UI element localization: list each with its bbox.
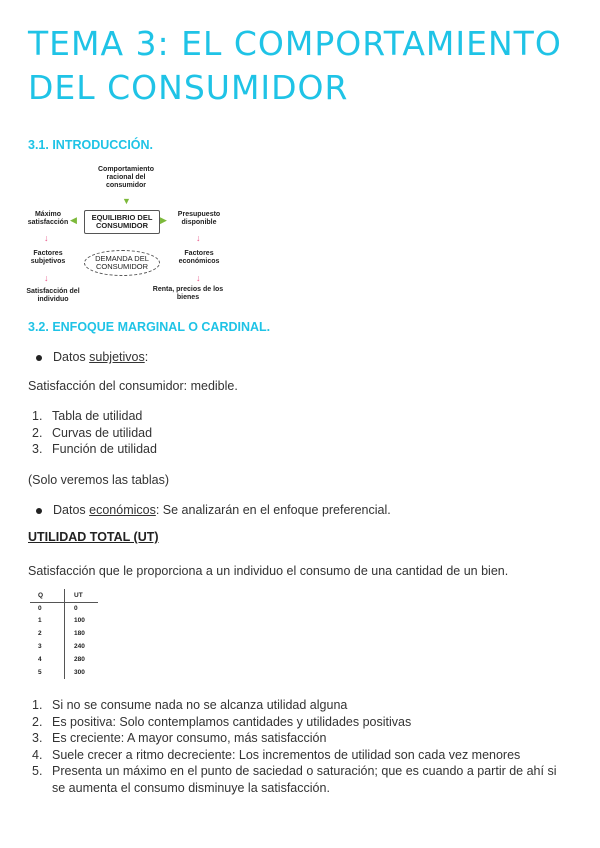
- pink-arrow-down-icon: ↓: [196, 233, 201, 243]
- table-header-ut: UT: [74, 591, 83, 599]
- diagram-left1: Máximo satisfacción: [27, 211, 69, 226]
- list-item: 1. Tabla de utilidad: [32, 409, 143, 423]
- paragraph-note: (Solo veremos las tablas): [28, 473, 170, 487]
- bullet-suffix: : Se analizarán en el enfoque preferencial.: [155, 503, 391, 517]
- green-arrow-right-icon: ▶: [160, 215, 167, 225]
- table-row: 2 180: [38, 630, 85, 638]
- bullet-suffix: :: [144, 350, 149, 364]
- diagram-right2: Factores económicos: [178, 250, 220, 265]
- ut-heading: UTILIDAD TOTAL (UT): [28, 530, 159, 544]
- table-row: 5 300: [38, 668, 85, 676]
- list-item: 3. Es creciente: A mayor consumo, más satisfacción: [32, 731, 327, 745]
- table-header-q: Q: [38, 591, 44, 599]
- ut-definition: Satisfacción que le proporciona a un individuo el consumo de una cantidad de un bien.: [28, 564, 509, 578]
- bullet-dot-icon: [36, 355, 42, 361]
- table-row: 3 240: [38, 643, 85, 651]
- page-title: TEMA 3: EL COMPORTAMIENTO DEL CONSUMIDOR: [28, 24, 562, 107]
- table-row: 0 0: [38, 604, 78, 612]
- bullet-underlined: subjetivos: [89, 350, 145, 364]
- bullet-underlined: económicos: [89, 503, 156, 517]
- diagram-right1: Presupuesto disponible: [177, 211, 221, 226]
- section-heading-enfoque: 3.2. ENFOQUE MARGINAL O CARDINAL.: [28, 320, 271, 334]
- consumer-diagram: [26, 164, 226, 309]
- demanda-label: DEMANDA DEL CONSUMIDOR: [95, 254, 149, 271]
- diagram-right3: Renta, precios de los bienes: [152, 286, 224, 301]
- paragraph-satisfaccion: Satisfacción del consumidor: medible.: [28, 379, 238, 393]
- bullet-economicos: [36, 503, 391, 517]
- section-heading-introduccion: 3.1. INTRODUCCIÓN.: [28, 138, 154, 152]
- green-arrow-left-icon: ◀: [70, 215, 77, 225]
- list-item: 2. Es positiva: Solo contemplamos cantidades y utilidades positivas: [32, 714, 412, 729]
- table-row: 1 100: [38, 617, 85, 625]
- diagram-left2: Factores subjetivos: [30, 250, 66, 265]
- bullet-prefix: Datos: [53, 503, 90, 517]
- green-arrow-down-icon: ▼: [122, 196, 131, 206]
- utility-methods-list: [28, 408, 157, 458]
- demanda-ellipse: [84, 250, 160, 276]
- equilibrio-label: EQUILIBRIO DEL CONSUMIDOR: [91, 213, 153, 230]
- list-item: 4. Suele crecer a ritmo decreciente: Los incrementos de utilidad son cada vez menores: [32, 747, 521, 762]
- diagram-top-label: Comportamiento racional del consumidor: [98, 166, 154, 189]
- pink-arrow-down-icon: ↓: [44, 273, 49, 283]
- equilibrio-box: [84, 210, 160, 234]
- list-item: 5. Presenta un máximo en el punto de saciedad o saturación; que es cuando a partir de ahí si se aumenta el consumo disminuye la satisfacción.: [32, 764, 557, 795]
- pink-arrow-down-icon: ↓: [44, 233, 49, 243]
- utility-table: [30, 589, 98, 679]
- pink-arrow-down-icon: ↓: [196, 273, 201, 283]
- bullet-prefix: Datos: [53, 350, 90, 364]
- list-item: 2. Curvas de utilidad: [32, 425, 153, 440]
- list-item: 1. Si no se consume nada no se alcanza utilidad alguna: [32, 698, 348, 712]
- diagram-left3: Satisfacción del individuo: [26, 288, 80, 303]
- list-item: 3. Función de utilidad: [32, 442, 157, 456]
- ut-properties-list: [28, 697, 573, 796]
- bullet-subjetivos: [36, 350, 148, 364]
- table-row: 4 280: [38, 655, 85, 663]
- bullet-dot-icon: [36, 508, 42, 514]
